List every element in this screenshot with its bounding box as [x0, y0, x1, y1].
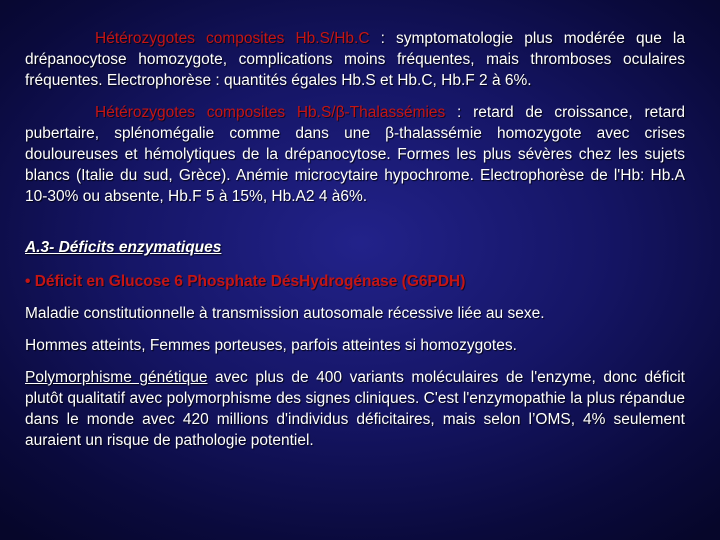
g6pdh-subheading: • Déficit en Glucose 6 Phosphate DésHydrogénase (G6PDH) — [25, 273, 466, 290]
paragraph-hbs-hbc-title: Hétérozygotes composites Hb.S/Hb.C — [95, 30, 370, 47]
polymorphism-lead: Polymorphisme génétique — [25, 369, 208, 386]
paragraph-hbs-thal-title: Hétérozygotes composites Hb.S/β-Thalassémies — [95, 104, 446, 121]
transmission-line: Maladie constitutionnelle à transmission autosomale récessive liée au sexe. — [25, 305, 545, 322]
slide-content — [25, 28, 685, 451]
affected-line: Hommes atteints, Femmes porteuses, parfois atteintes si homozygotes. — [25, 337, 517, 354]
paragraph-hbs-hbc — [25, 28, 685, 91]
polymorphism-paragraph — [25, 367, 685, 451]
section-heading: A.3- Déficits enzymatiques — [25, 239, 222, 256]
polymorphism-text: avec plus de 400 variants moléculaires de l'enzyme, donc déficit plutôt qualitatif avec polymorphisme des signes cliniques. C'est l'enzymopathie la plus répandue dans le monde avec 420 millions d'individus déficitaires, mais selon l’OMS, 4% seulement auraient un risque de pathologie potentiel. — [25, 369, 685, 449]
paragraph-hbs-hbc-text: : symptomatologie plus modérée que la drépanocytose homozygote, complications moins fréquentes, mais thromboses oculaires fréquentes. Electrophorèse : quantités égales Hb.S et Hb.C, Hb.F 2 à 6%. — [25, 30, 685, 89]
paragraph-hbs-thal-text: : retard de croissance, retard pubertaire, splénomégalie comme dans une β-thalassémie homozygote avec crises douloureuses et hémolytiques de la drépanocytose. Formes les plus sévères chez les sujets blancs (Italie du sud, Grèce). Anémie microcytaire hypochrome. Electrophorèse de l'Hb: Hb.A 10-30% ou absente, Hb.F 5 à 15%, Hb.A2 4 à6%. — [25, 104, 685, 205]
paragraph-hbs-thal — [25, 102, 685, 207]
